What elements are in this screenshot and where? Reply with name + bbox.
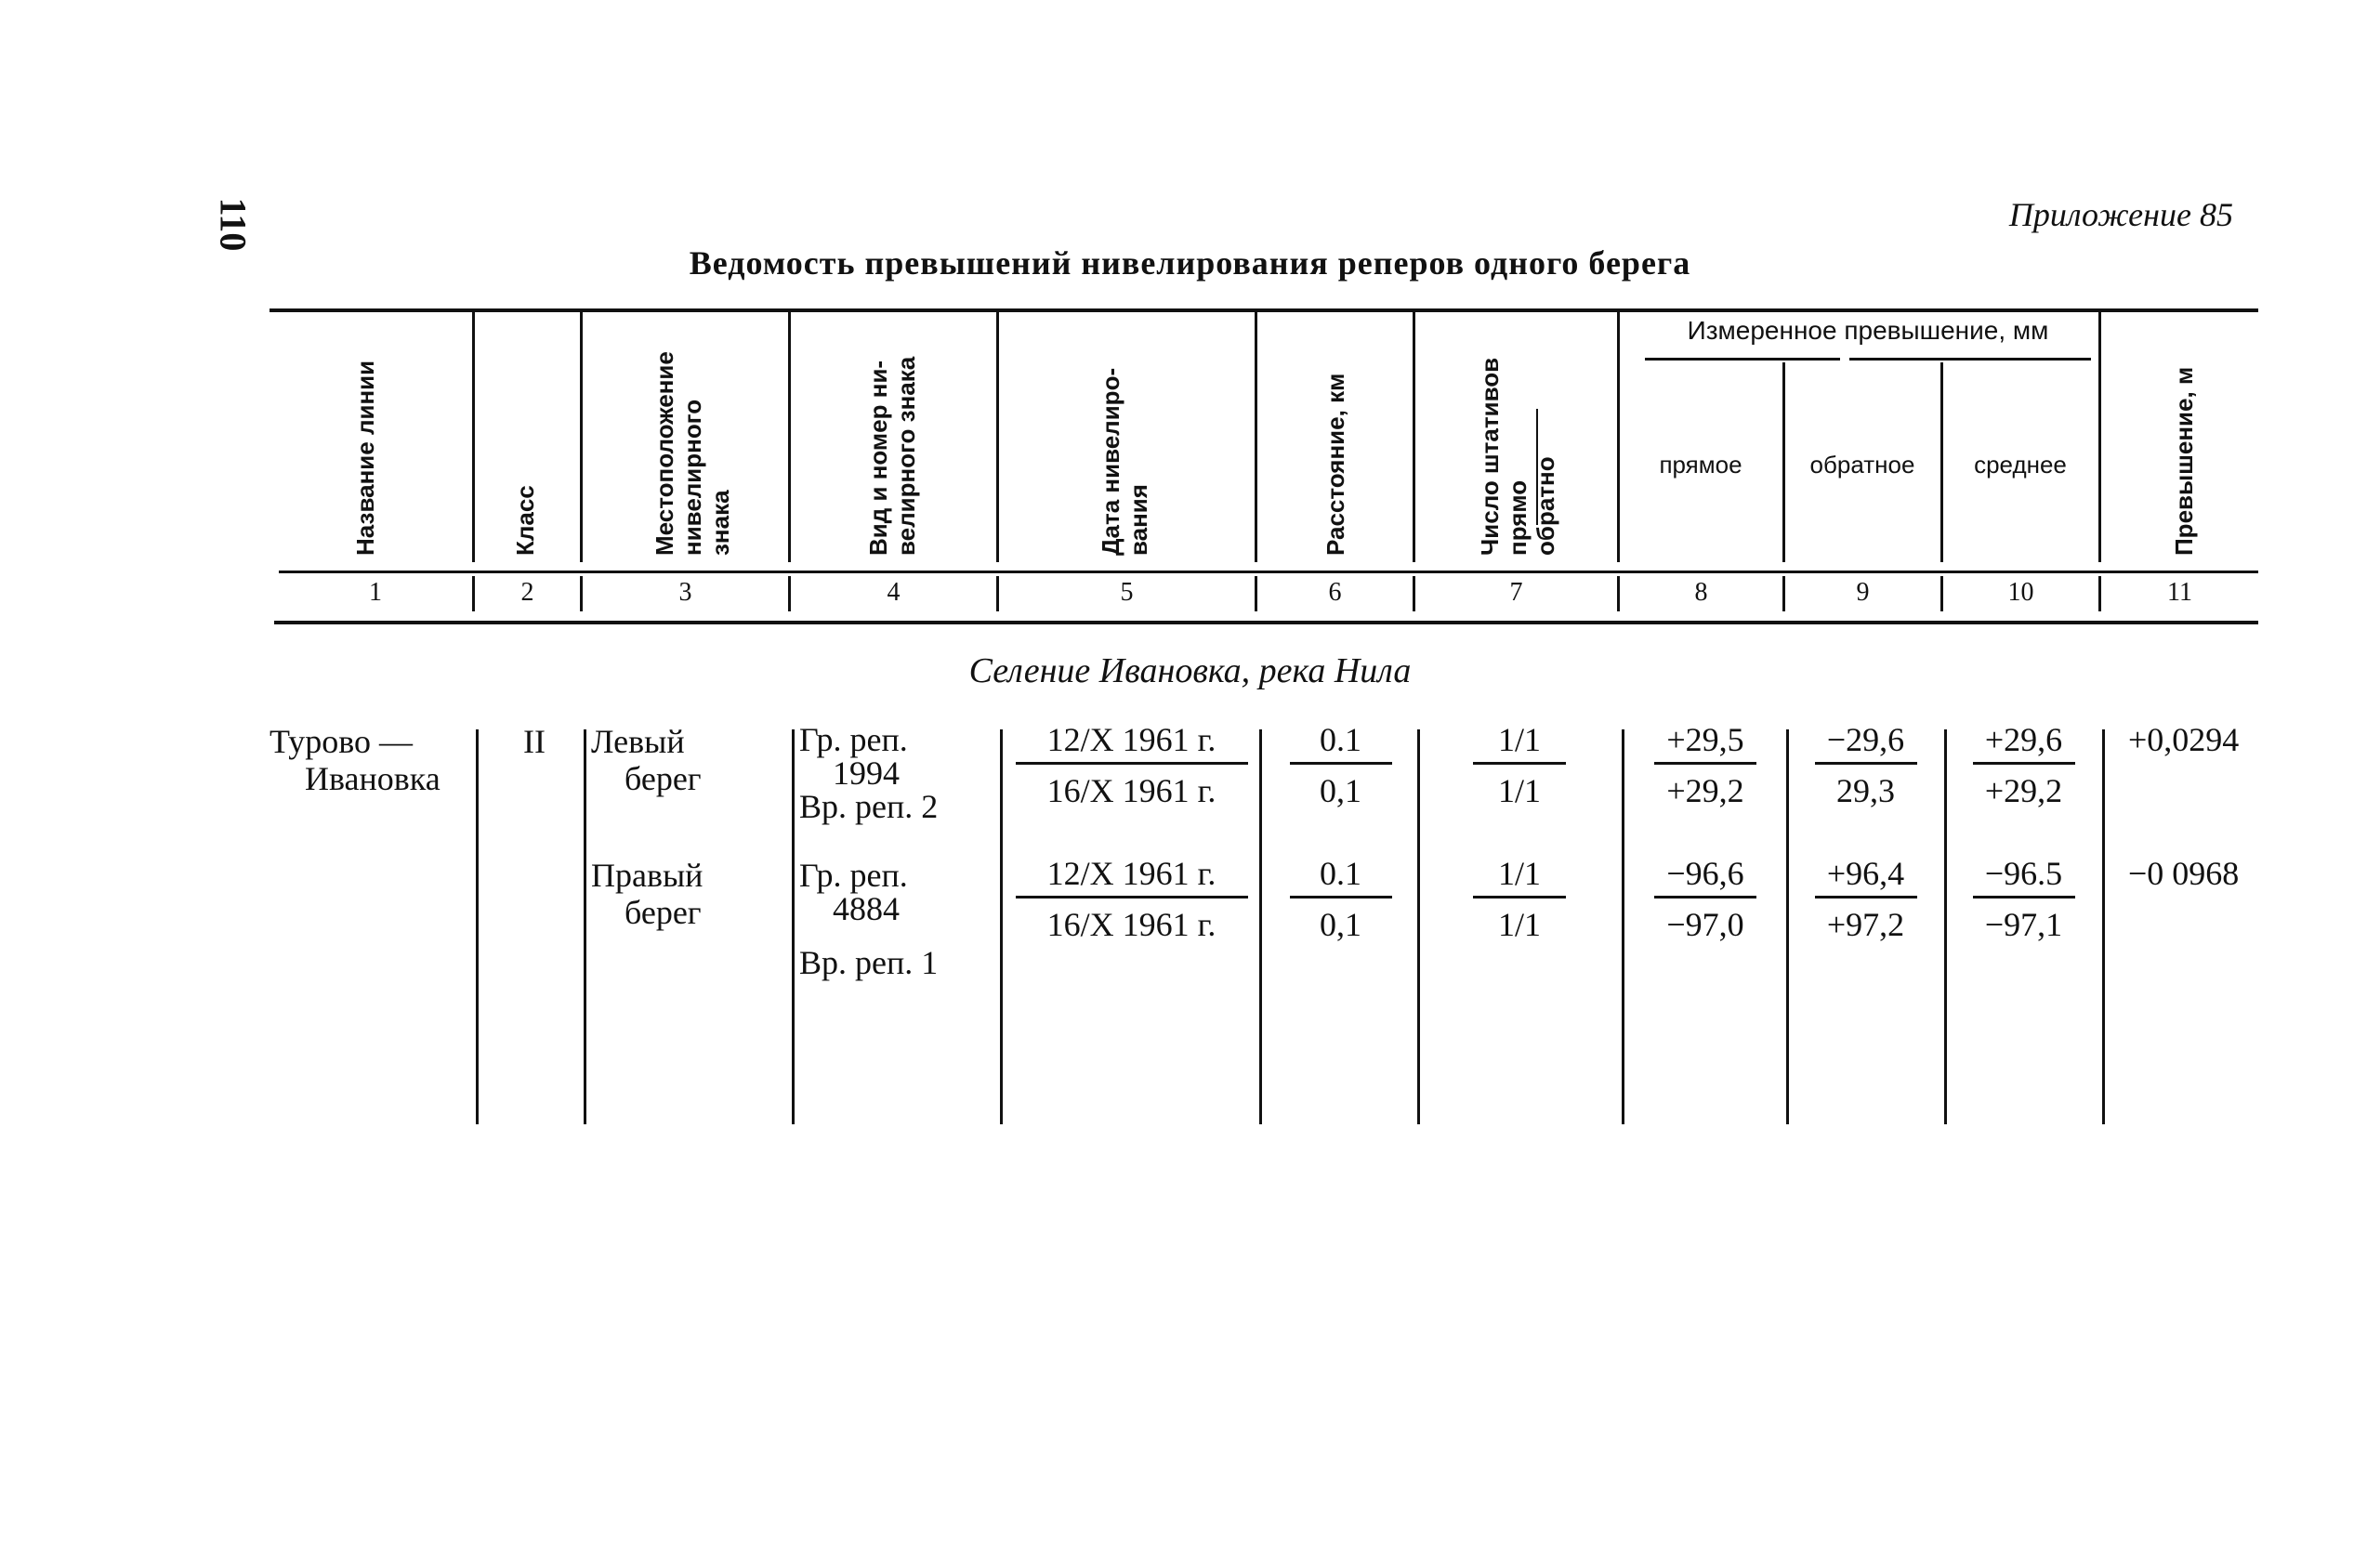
line-name xyxy=(270,723,440,797)
backward-r1-bottom: 29,3 xyxy=(1836,772,1895,809)
header-distance: Расстояние, км xyxy=(1321,373,1349,556)
header-backward: обратное xyxy=(1809,451,1915,479)
right-bank-line2: берег xyxy=(625,894,702,931)
header-divider xyxy=(1413,311,1415,562)
left-bank-line2: берег xyxy=(625,760,702,797)
body-divider xyxy=(476,729,479,1124)
numbers-bottom-rule xyxy=(274,621,2258,624)
forward-r1-bottom: +29,2 xyxy=(1666,772,1744,809)
result-r1: +0,0294 xyxy=(2128,721,2240,758)
header-divider xyxy=(472,311,475,562)
fraction-bar xyxy=(1016,896,1248,899)
header-date-line1: Дата нивелиро- xyxy=(1097,367,1124,556)
mark-right-line3: Вр. реп. 1 xyxy=(799,944,939,981)
mark-right-line1: Гр. реп. xyxy=(799,857,908,894)
forward-r1 xyxy=(1626,721,1784,809)
date-r1 xyxy=(1008,721,1255,809)
col-number: 6 xyxy=(1328,578,1342,607)
header-mark-type xyxy=(864,357,920,556)
left-bank-line1: Левый xyxy=(591,723,685,760)
backward-r1 xyxy=(1789,721,1942,809)
header-location xyxy=(651,351,734,556)
col-number: 1 xyxy=(369,578,382,607)
tripods-r1 xyxy=(1422,721,1617,809)
average-r1 xyxy=(1947,721,2100,809)
table-top-rule xyxy=(270,308,2258,312)
header-average: среднее xyxy=(1974,451,2067,479)
col-number: 3 xyxy=(678,578,692,607)
header-location-line3: знака xyxy=(706,490,734,556)
right-bank xyxy=(591,857,703,931)
average-r1-bottom: +29,2 xyxy=(1984,772,2063,809)
col-number: 8 xyxy=(1694,578,1708,607)
backward-r2 xyxy=(1789,855,1942,943)
body-divider xyxy=(2102,729,2105,1124)
col-number: 7 xyxy=(1509,578,1523,607)
backward-r1-top: −29,6 xyxy=(1826,721,1905,758)
header-elevation: Превышение, м xyxy=(2170,366,2198,556)
header-class: Класс xyxy=(511,485,539,556)
group-rule-2 xyxy=(1849,358,2091,361)
fraction-bar xyxy=(1473,896,1566,899)
header-date xyxy=(1097,368,1152,556)
date-r1-bottom: 16/X 1961 г. xyxy=(1046,772,1216,809)
fraction-bar xyxy=(1654,896,1756,899)
left-bank xyxy=(591,723,702,797)
col-number: 11 xyxy=(2167,578,2192,607)
fraction-bar xyxy=(1016,762,1248,765)
page-number: 110 xyxy=(212,197,255,252)
header-divider xyxy=(2098,311,2101,562)
date-r2-bottom: 16/X 1961 г. xyxy=(1046,906,1216,943)
right-bank-line1: Правый xyxy=(591,857,703,894)
appendix-label: Приложение 85 xyxy=(2008,196,2233,233)
body-divider xyxy=(1259,729,1262,1124)
header-location-line1: Местоположение xyxy=(651,351,678,556)
fraction-bar xyxy=(1290,762,1392,765)
mark-left-line3: Вр. реп. 2 xyxy=(799,788,939,825)
header-mark-line2: велирного знака xyxy=(892,356,920,556)
line-name-part1: Турово — xyxy=(270,723,413,760)
backward-r2-top: +96,4 xyxy=(1826,855,1905,892)
average-r2-top: −96.5 xyxy=(1984,855,2063,892)
mark-left xyxy=(799,723,938,823)
class-value: II xyxy=(523,723,546,760)
header-divider xyxy=(996,311,999,562)
header-tripods-line1: Число штативов xyxy=(1476,357,1504,556)
average-r2-bottom: −97,1 xyxy=(1984,906,2063,943)
tripods-r1-top: 1/1 xyxy=(1497,721,1541,758)
forward-r1-top: +29,5 xyxy=(1666,721,1744,758)
col-number: 5 xyxy=(1120,578,1134,607)
mark-left-line1: Гр. реп. xyxy=(799,721,908,758)
body-divider xyxy=(1622,729,1624,1124)
average-r2 xyxy=(1947,855,2100,943)
mark-right xyxy=(799,859,938,979)
document-title: Ведомость превышений нивелирования реперов одного берега xyxy=(689,244,1691,282)
header-divider xyxy=(1255,311,1257,562)
date-r1-top: 12/X 1961 г. xyxy=(1046,721,1216,758)
header-divider xyxy=(1617,311,1620,562)
body-divider xyxy=(1000,729,1003,1124)
section-title: Селение Ивановка, река Нила xyxy=(968,651,1412,690)
header-tripods-line2: прямо xyxy=(1504,479,1532,556)
line-name-part2: Ивановка xyxy=(305,760,440,797)
date-r2 xyxy=(1008,855,1255,943)
col-number: 4 xyxy=(887,578,901,607)
header-divider xyxy=(788,311,791,562)
tripods-r2 xyxy=(1422,855,1617,943)
forward-r2 xyxy=(1626,855,1784,943)
backward-r2-bottom: +97,2 xyxy=(1826,906,1905,943)
header-divider xyxy=(1782,362,1785,562)
header-mark-line1: Вид и номер ни- xyxy=(864,360,892,556)
fraction-bar xyxy=(1815,896,1917,899)
header-location-line2: нивелирного xyxy=(678,399,706,556)
header-forward: прямое xyxy=(1659,451,1742,479)
fraction-bar xyxy=(1290,896,1392,899)
col-number: 9 xyxy=(1856,578,1870,607)
fraction-bar xyxy=(1973,896,2075,899)
fraction-bar xyxy=(1973,762,2075,765)
fraction-bar xyxy=(1815,762,1917,765)
header-date-line2: вания xyxy=(1124,484,1152,556)
forward-r2-top: −96,6 xyxy=(1666,855,1744,892)
distance-r2-bottom: 0,1 xyxy=(1320,906,1361,943)
col-number: 10 xyxy=(2007,578,2034,607)
tripods-r2-bottom: 1/1 xyxy=(1497,906,1541,943)
header-divider xyxy=(580,311,583,562)
distance-r1-top: 0.1 xyxy=(1320,721,1361,758)
forward-r2-bottom: −97,0 xyxy=(1666,906,1744,943)
mark-right-line2: 4884 xyxy=(833,890,900,927)
header-tripods-line3: обратно xyxy=(1532,456,1559,556)
result-r2: −0 0968 xyxy=(2128,855,2240,892)
mark-left-line2: 1994 xyxy=(833,754,900,792)
average-r1-top: +29,6 xyxy=(1984,721,2063,758)
header-measured-group: Измеренное превышение, мм xyxy=(1687,316,2049,345)
body-divider xyxy=(792,729,795,1124)
col-number: 2 xyxy=(520,578,534,607)
header-line-name: Название линии xyxy=(351,360,379,556)
fraction-bar xyxy=(1654,762,1756,765)
body-divider xyxy=(584,729,586,1124)
date-r2-top: 12/X 1961 г. xyxy=(1046,855,1216,892)
distance-r1 xyxy=(1269,721,1413,809)
tripods-r1-bottom: 1/1 xyxy=(1497,772,1541,809)
distance-r2-top: 0.1 xyxy=(1320,855,1361,892)
header-bottom-rule xyxy=(279,571,2258,573)
fraction-bar xyxy=(1473,762,1566,765)
distance-r1-bottom: 0,1 xyxy=(1320,772,1361,809)
header-divider xyxy=(1940,362,1943,562)
distance-r2 xyxy=(1269,855,1413,943)
body-divider xyxy=(1417,729,1420,1124)
group-rule-1 xyxy=(1645,358,1840,361)
tripods-r2-top: 1/1 xyxy=(1497,855,1541,892)
header-tripods xyxy=(1476,358,1559,556)
